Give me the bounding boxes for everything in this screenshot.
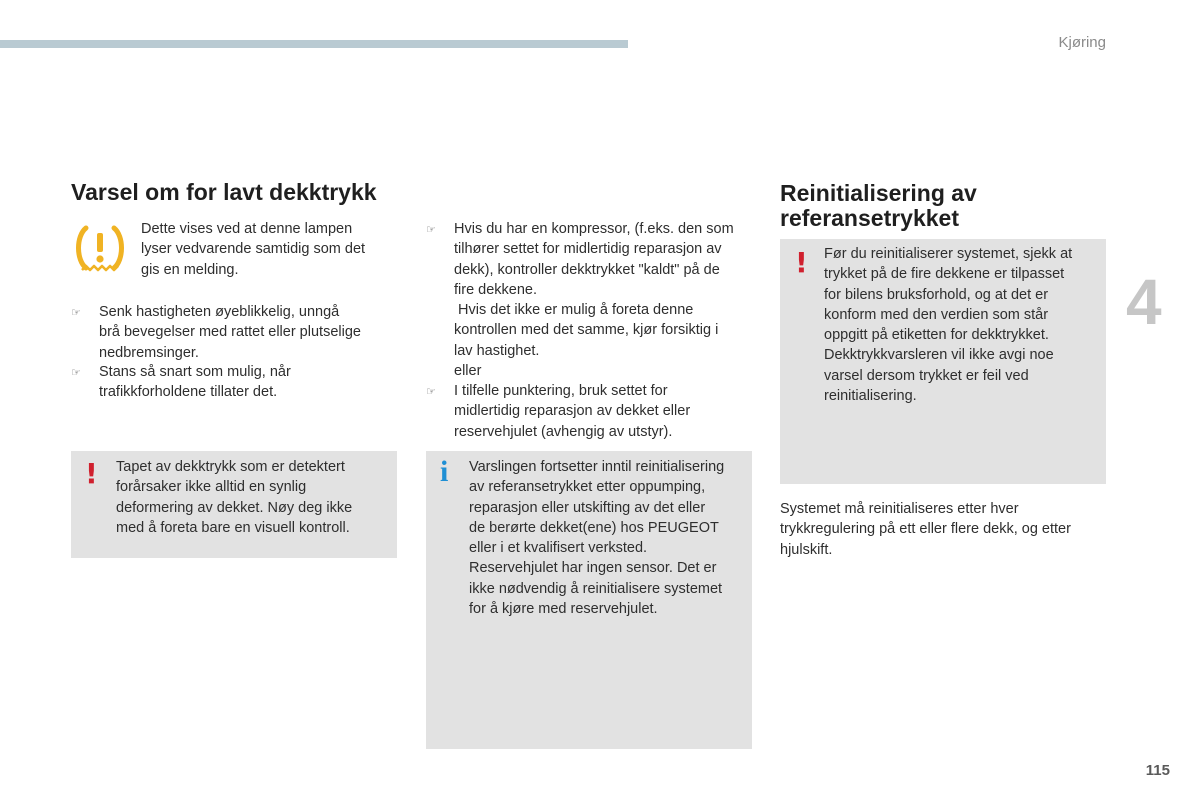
info-icon: i xyxy=(440,455,449,488)
pointing-hand-icon: ☞ xyxy=(426,385,436,398)
chapter-number: 4 xyxy=(1126,266,1162,338)
lamp-description: Dette vises ved at denne lampen lyser vedvarende samtidig som det gis en melding. xyxy=(141,221,366,278)
pointing-hand-icon: ☞ xyxy=(71,366,81,379)
info-box-reinitialisation xyxy=(426,451,752,749)
exclamation-icon: ! xyxy=(85,457,98,490)
header-rule xyxy=(0,40,628,48)
list-item: ☞ Hvis du har en kompressor, (f.eks. den som tilhører settet for midlertidig reparasjon av dekk), kontroller dekktrykket "kaldt" på de fire dekkene. Hvis det ikke er mulig å foreta denne kontrollen med det samme, kjør forsiktig i lav hastighet. eller xyxy=(426,219,756,381)
reinitialisation-paragraph: Systemet må reinitialiseres etter hver trykkregulering på ett eller flere dekk, og etter hjulskift. xyxy=(780,501,1071,558)
list-item: ☞ Stans så snart som mulig, når trafikkforholdene tillater det. xyxy=(71,362,401,403)
alert-box-text: Tapet av dekktrykk som er detektert forårsaker ikke alltid en synlig deformering av dekket. Nøy deg ikke med å foreta bare en visuell kontroll. xyxy=(116,459,353,536)
chapter-name: Kjøring xyxy=(1058,34,1106,51)
alert-box-visual-check xyxy=(71,451,397,558)
tyre-pressure-warning-icon xyxy=(74,224,126,274)
section-title-reinitialisation: Reinitialisering av referansetrykket xyxy=(780,180,977,231)
list-item: ☞ Senk hastigheten øyeblikkelig, unngå brå bevegelser med rattet eller plutselige nedbremsinger. xyxy=(71,302,401,363)
pointing-hand-icon: ☞ xyxy=(426,223,436,236)
pointing-hand-icon: ☞ xyxy=(71,306,81,319)
page-number: 115 xyxy=(1145,762,1170,779)
info-box-text: Varslingen fortsetter inntil reinitialisering av referansetrykket etter oppumping, reparasjon eller utskifting av det eller de berørte dekket(ene) hos PEUGEOT eller i et kvalifisert verksted. Reservehjulet har ingen sensor. Det er ikke nødvendig å reinitialisere systemet for å kjøre med reservehjulet. xyxy=(469,459,725,618)
alert-box-check-pressure xyxy=(780,239,1106,484)
section-title-low-pressure: Varsel om for lavt dekktrykk xyxy=(71,179,377,205)
alert-box-text: Før du reinitialiserer systemet, sjekk at trykket på de fire dekkene er tilpasset for bilens bruksforhold, og at det er konform med den verdien som står oppgitt på etiketten for dekktrykket. Dekktrykkvarsleren vil ikke avgi noe varsel dersom trykket er feil ved reinitialisering. xyxy=(824,246,1073,405)
exclamation-icon: ! xyxy=(795,246,808,279)
list-item: ☞ I tilfelle punktering, bruk settet for midlertidig reparasjon av dekket eller reservehjulet (avhengig av utstyr). xyxy=(426,381,756,442)
